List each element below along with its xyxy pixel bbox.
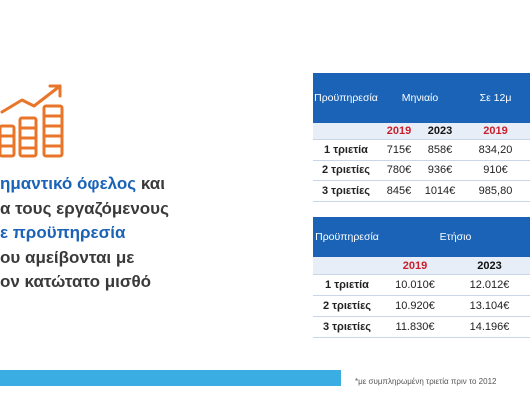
headline-highlight: ημαντικό όφελος	[0, 174, 137, 193]
cell-2019: 11.830€	[381, 317, 449, 338]
cell-2023: 12.012€	[449, 275, 530, 296]
year-2019-12m: 2019	[461, 123, 530, 140]
row-label: 2 τριετίες	[313, 296, 381, 317]
year-2019: 2019	[379, 123, 419, 140]
row-label: 3 τριετίες	[313, 181, 379, 202]
cell-12m: 834,20	[461, 140, 530, 161]
row-label: 3 τριετίες	[313, 317, 381, 338]
headline-line-4: ου αμείβονται με	[0, 247, 135, 267]
table-header	[313, 217, 530, 257]
row-label: 1 τριετία	[313, 140, 379, 161]
cell-2019: 10.920€	[381, 296, 449, 317]
cell-12m: 985,80	[461, 181, 530, 202]
table-row	[313, 296, 530, 317]
row-label: 1 τριετία	[313, 275, 381, 296]
bottom-accent-bar	[0, 370, 341, 386]
year-2023: 2023	[419, 123, 461, 140]
headline-line-2: α τους εργαζόμενους	[0, 198, 169, 218]
table-row	[313, 160, 530, 181]
cell-12m: 910€	[461, 160, 530, 181]
growth-chart-icon	[0, 78, 74, 158]
header-seniority: Προϋπηρεσία	[313, 217, 381, 257]
headline-line-3: ε προϋπηρεσία	[0, 223, 126, 242]
monthly-salary-table	[313, 73, 530, 202]
headline-line-1	[0, 172, 240, 197]
year-row	[313, 257, 530, 275]
cell-2023: 13.104€	[449, 296, 530, 317]
table-header	[313, 73, 530, 123]
table-row	[313, 140, 530, 161]
headline-line-5: ον κατώτατο μισθό	[0, 272, 152, 291]
table-row	[313, 275, 530, 296]
year-2023: 2023	[449, 257, 530, 275]
header-12-months: Σε 12μ	[461, 73, 530, 123]
row-label: 2 τριετίες	[313, 160, 379, 181]
cell-2023: 14.196€	[449, 317, 530, 338]
headline-line-1-rest: και	[136, 174, 165, 193]
year-2019: 2019	[381, 257, 449, 275]
headline	[0, 172, 240, 295]
year-row	[313, 123, 530, 140]
cell-2019: 10.010€	[381, 275, 449, 296]
table-row	[313, 181, 530, 202]
header-annual: Ετήσιο	[381, 217, 530, 257]
header-monthly: Μηνιαίο	[379, 73, 461, 123]
footnote: *με συμπληρωμένη τριετία πριν το 2012	[355, 377, 497, 386]
table-row	[313, 317, 530, 338]
cell-2019: 845€	[379, 181, 419, 202]
cell-2019: 780€	[379, 160, 419, 181]
annual-salary-table	[313, 217, 530, 338]
header-seniority: Προϋπηρεσία	[313, 73, 379, 123]
cell-2023: 1014€	[419, 181, 461, 202]
cell-2023: 936€	[419, 160, 461, 181]
cell-2019: 715€	[379, 140, 419, 161]
cell-2023: 858€	[419, 140, 461, 161]
